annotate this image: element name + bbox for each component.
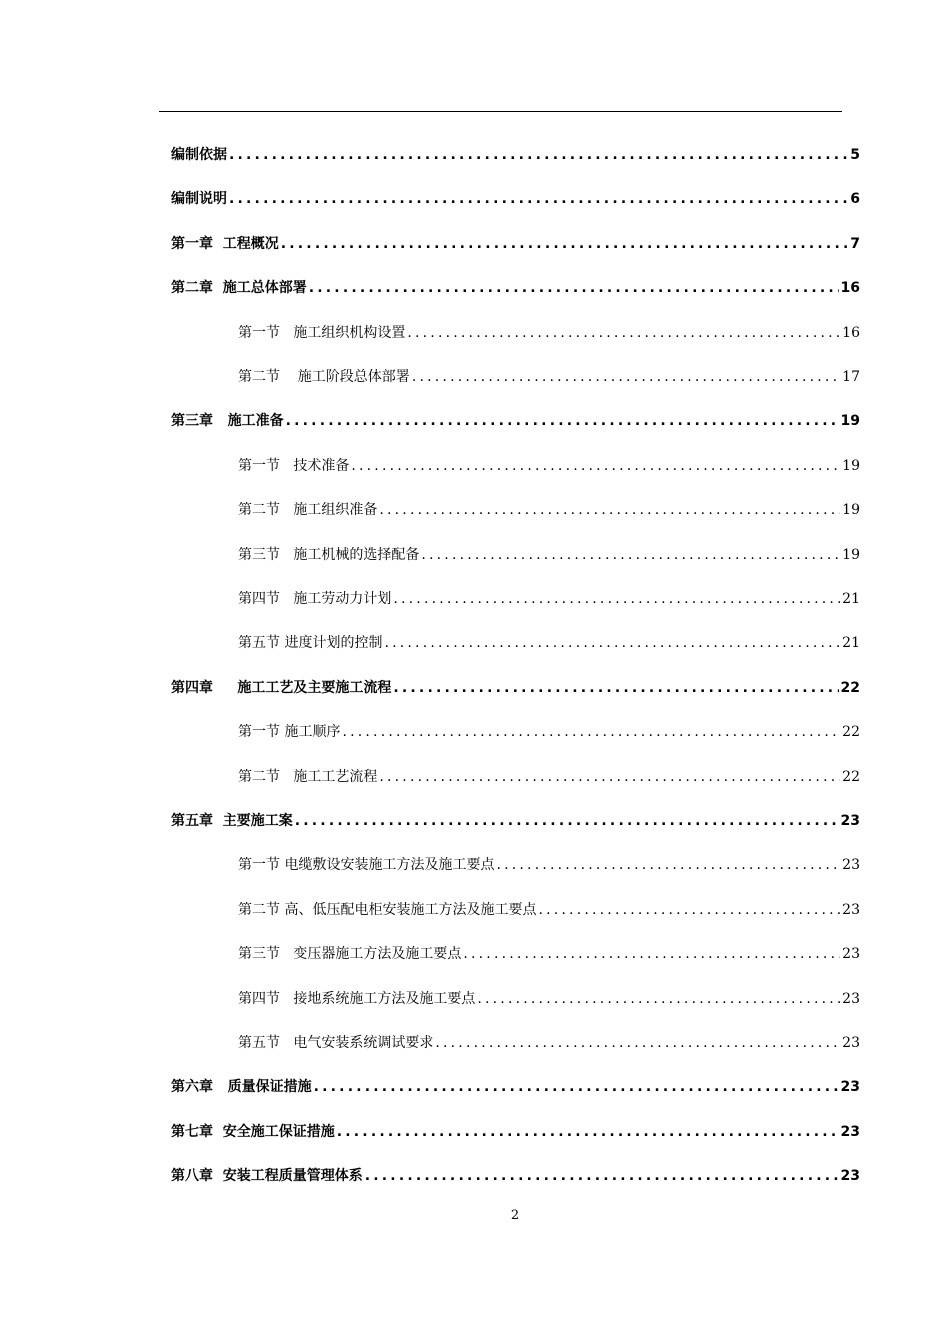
toc-entry-page: 22 [842, 768, 860, 785]
toc-entry-title: 施工准备 [213, 413, 284, 430]
toc-entry-page: 23 [840, 1168, 860, 1185]
toc-section-entry[interactable] [238, 763, 860, 791]
toc-section-entry[interactable] [238, 896, 860, 924]
toc-entry-label: 第三节 [238, 546, 280, 563]
toc-entry-title: 施工组织机构设置 [280, 324, 406, 341]
toc-dot-leader [229, 141, 848, 169]
toc-entry-page: 23 [840, 1123, 860, 1140]
toc-chapter-entry[interactable] [171, 141, 860, 169]
toc-entry-label: 第四章 [171, 679, 213, 696]
toc-entry-title: 接地系统施工方法及施工要点 [280, 990, 476, 1007]
toc-entry-title: 编制依据 [171, 147, 227, 163]
toc-entry-label: 第六章 [171, 1079, 213, 1096]
toc-entry-label: 第四节 [238, 990, 280, 1007]
toc-entry-page: 7 [850, 235, 860, 252]
toc-entry-title: 施工顺序 [280, 724, 341, 741]
toc-dot-leader [412, 363, 840, 391]
toc-entry-label: 第四节 [238, 591, 280, 607]
toc-entry-label: 第二章 [171, 280, 213, 297]
toc-dot-leader [229, 185, 848, 213]
toc-section-entry[interactable] [238, 319, 860, 347]
toc-entry-page: 19 [840, 413, 860, 430]
toc-entry-title: 电气安装系统调试要求 [280, 1035, 434, 1051]
toc-section-entry[interactable] [238, 363, 860, 391]
toc-entry-label: 第一节 [238, 457, 280, 474]
toc-entry-title: 技术准备 [280, 457, 350, 474]
toc-dot-leader [435, 1029, 840, 1057]
toc-section-entry[interactable] [238, 1029, 860, 1057]
toc-chapter-entry[interactable] [171, 807, 860, 835]
toc-entry-title: 质量保证措施 [213, 1079, 312, 1096]
toc-chapter-entry[interactable] [171, 407, 860, 435]
toc-entry-page: 22 [842, 724, 860, 741]
toc-entry-page: 16 [842, 324, 860, 341]
toc-section-entry[interactable] [238, 541, 860, 569]
toc-dot-leader [477, 985, 840, 1013]
toc-chapter-entry[interactable] [171, 1073, 860, 1101]
toc-entry-label: 第七章 [171, 1123, 213, 1140]
toc-entry-page: 6 [850, 191, 860, 208]
toc-chapter-entry[interactable] [171, 185, 860, 213]
toc-entry-title: 施工组织准备 [280, 502, 378, 519]
toc-dot-leader [314, 1073, 839, 1101]
toc-dot-leader [393, 674, 838, 702]
toc-entry-title: 进度计划的控制 [280, 635, 383, 652]
toc-entry-title: 变压器施工方法及施工要点 [280, 946, 462, 963]
toc-entry-label: 第八章 [171, 1168, 213, 1185]
toc-dot-leader [384, 629, 840, 657]
toc-entry-label: 第三节 [238, 946, 280, 963]
toc-entry-title: 主要施工案 [213, 813, 293, 829]
toc-section-entry[interactable] [238, 629, 860, 657]
toc-entry-title: 高、低压配电柜安装施工方法及施工要点 [280, 901, 537, 918]
toc-entry-label: 第二节 [238, 768, 280, 785]
toc-entry-page: 19 [842, 546, 860, 563]
toc-entry-label: 第五节 [238, 1035, 280, 1051]
toc-dot-leader [365, 1162, 839, 1190]
toc-chapter-entry[interactable] [171, 1162, 860, 1190]
toc-entry-title: 安全施工保证措施 [213, 1123, 335, 1140]
toc-entry-label: 第一节 [238, 857, 280, 874]
toc-entry-title: 施工工艺流程 [280, 768, 378, 785]
toc-dot-leader [342, 718, 840, 746]
toc-dot-leader [393, 585, 840, 613]
toc-entry-page: 5 [850, 147, 860, 163]
toc-entry-page: 23 [840, 813, 860, 829]
toc-entry-label: 第二节 [238, 502, 280, 519]
toc-section-entry[interactable] [238, 985, 860, 1013]
toc-entry-page: 19 [842, 502, 860, 519]
toc-entry-page: 16 [840, 280, 860, 297]
toc-dot-leader [295, 807, 839, 835]
toc-entry-title: 工程概况 [213, 235, 279, 252]
toc-entry-label: 第二节 [238, 901, 280, 918]
toc-dot-leader [463, 940, 840, 968]
toc-entry-page: 22 [840, 679, 860, 696]
toc-entry-page: 17 [842, 369, 860, 385]
toc-entry-label: 第五章 [171, 813, 213, 829]
toc-entry-label: 第一节 [238, 724, 280, 741]
toc-section-entry[interactable] [238, 496, 860, 524]
toc-entry-title: 电缆敷设安装施工方法及施工要点 [280, 857, 495, 874]
toc-section-entry[interactable] [238, 940, 860, 968]
toc-dot-leader [538, 896, 840, 924]
toc-dot-leader [379, 496, 840, 524]
toc-section-entry[interactable] [238, 851, 860, 879]
toc-entry-page: 23 [842, 857, 860, 874]
toc-entry-label: 第一章 [171, 235, 213, 252]
toc-dot-leader [496, 851, 840, 879]
toc-entry-title: 施工劳动力计划 [280, 591, 392, 607]
toc-section-entry[interactable] [238, 718, 860, 746]
toc-entry-page: 23 [840, 1079, 860, 1096]
toc-entry-title: 施工工艺及主要施工流程 [213, 679, 392, 696]
page-number: 2 [510, 1208, 520, 1223]
toc-dot-leader [407, 319, 840, 347]
toc-entry-label: 第三章 [171, 413, 213, 430]
toc-dot-leader [281, 230, 849, 258]
toc-entry-page: 23 [842, 946, 860, 963]
toc-entry-title: 施工阶段总体部署 [280, 369, 410, 385]
toc-dot-leader [351, 452, 840, 480]
toc-entry-page: 21 [842, 591, 860, 607]
toc-dot-leader [379, 763, 840, 791]
toc-section-entry[interactable] [238, 585, 860, 613]
toc-entry-page: 23 [842, 990, 860, 1007]
toc-entry-title: 施工总体部署 [213, 280, 307, 297]
toc-entry-label: 第一节 [238, 324, 280, 341]
toc-dot-leader [309, 274, 839, 302]
toc-chapter-entry[interactable] [171, 1118, 860, 1146]
toc-entry-title: 施工机械的选择配备 [280, 546, 420, 563]
toc-entry-label: 第五节 [238, 635, 280, 652]
toc-dot-leader [421, 541, 840, 569]
toc-entry-page: 21 [842, 635, 860, 652]
toc-entry-page: 23 [842, 1035, 860, 1051]
toc-dot-leader [286, 407, 839, 435]
toc-entry-title: 安装工程质量管理体系 [213, 1168, 363, 1185]
toc-entry-page: 19 [842, 457, 860, 474]
toc-section-entry[interactable] [238, 452, 860, 480]
toc-entry-page: 23 [842, 901, 860, 918]
toc-chapter-entry[interactable] [171, 230, 860, 258]
toc-entry-label: 第二节 [238, 369, 280, 385]
toc-entry-title: 编制说明 [171, 191, 227, 208]
toc-chapter-entry[interactable] [171, 274, 860, 302]
header-rule [159, 111, 842, 112]
toc-chapter-entry[interactable] [171, 674, 860, 702]
toc-dot-leader [337, 1118, 839, 1146]
